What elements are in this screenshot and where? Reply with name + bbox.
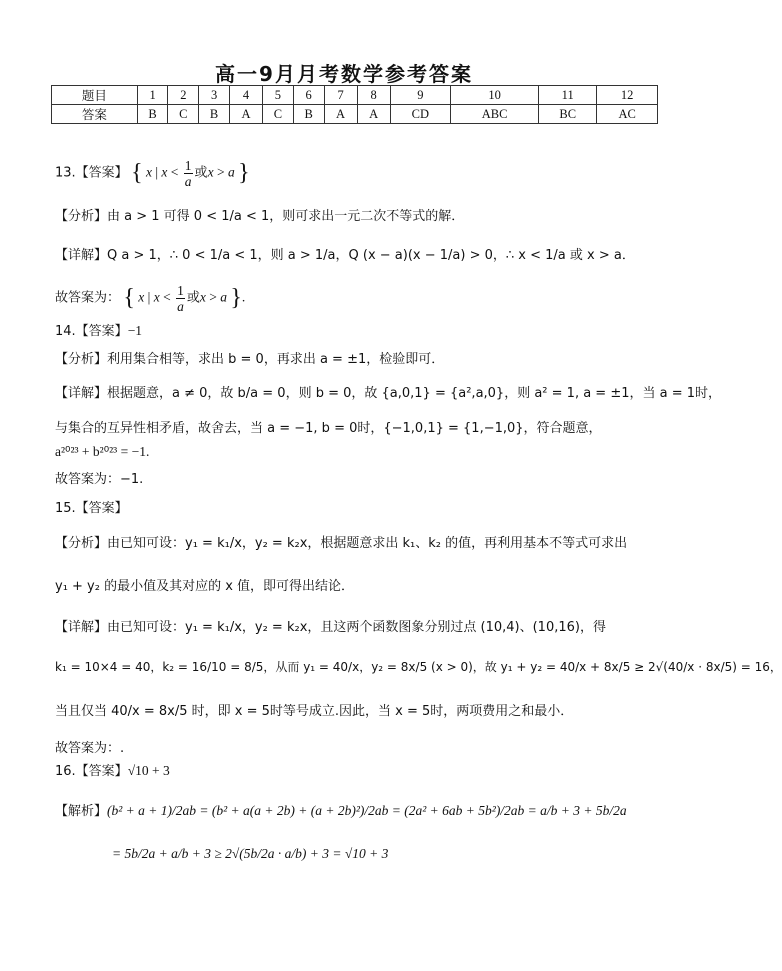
conclusion-prefix: 故答案为： <box>55 290 121 306</box>
analysis-label: 【解析】 <box>55 804 108 819</box>
table-cell: A <box>324 105 357 124</box>
q13-answer-prefix: 13.【答案】 <box>55 165 128 181</box>
q14-answer-value: −1 <box>127 323 143 338</box>
q14-detail-line1 <box>55 382 721 401</box>
table-cell: 9 <box>390 86 451 105</box>
table-cell: ABC <box>451 105 539 124</box>
q15-detail-line3: 当且仅当 40/x = 8x/5 时，即 x = 5时等号成立.因此，当 x = 5时，两项费用之和最小． <box>55 704 574 719</box>
q14-analysis-text: 利用集合相等，求出 b = 0，再求出 a = ±1，检验即可． <box>107 352 445 367</box>
q14-conclusion: 故答案为：−1. <box>55 472 144 487</box>
table-header-label: 题目 <box>52 86 138 105</box>
table-cell: BC <box>539 105 597 124</box>
q13-analysis <box>55 205 464 224</box>
table-cell: B <box>137 105 168 124</box>
detail-label: 【详解】 <box>55 248 108 263</box>
q14-analysis <box>55 348 444 367</box>
q15-conclusion: 故答案为：. <box>55 741 125 756</box>
page-title: 高一9月月考数学参考答案 <box>215 62 473 86</box>
table-cell: C <box>263 105 294 124</box>
table-cell: 6 <box>293 86 324 105</box>
q13-conclusion: 故答案为： { x | x < $\frac{1}{a}$ 或x > a }. <box>55 283 246 314</box>
q15-analysis-text1: 由已知可设：y₁ = k₁/x，y₂ = k₂x，根据题意求出 k₁、k₂ 的值，再利用基本不等式可求出 <box>107 536 628 551</box>
q16-analysis-line1 <box>55 800 627 819</box>
table-cell: A <box>229 105 262 124</box>
q16-line2: = 5b/2a + a/b + 3 ≥ 2√(5b/2a · a/b) + 3 = √10 + 3 <box>112 846 389 861</box>
analysis-label: 【分析】 <box>55 209 108 224</box>
q14-answer-prefix: 14.【答案】 <box>55 324 128 339</box>
q15-detail-line2: k₁ = 10×4 = 40，k₂ = 16/10 = 8/5，从而 y₁ = 40/x，y₂ = 8x/5 (x > 0)，故 y₁ + y₂ = 40/x + 8x/5 ≥ 2√(40/x · 8x/5) = 16， <box>55 660 782 674</box>
q15-analysis-line1 <box>55 532 627 551</box>
table-cell: 7 <box>324 86 357 105</box>
table-cell: 11 <box>539 86 597 105</box>
q13-detail <box>55 244 635 263</box>
q15-detail-text1: 由已知可设：y₁ = k₁/x，y₂ = k₂x，且这两个函数图象分别过点 (10,4)、(10,16)，得 <box>107 620 606 635</box>
answer-table <box>51 85 658 124</box>
table-cell: 1 <box>137 86 168 105</box>
analysis-label: 【分析】 <box>55 536 108 551</box>
q13-analysis-text: 由 a > 1 可得 0 < 1/a < 1，则可求出一元二次不等式的解． <box>107 209 465 224</box>
detail-label: 【详解】 <box>55 386 108 401</box>
q16-answer-prefix: 16.【答案】 <box>55 764 128 779</box>
table-cell: CD <box>390 105 451 124</box>
table-cell: A <box>357 105 390 124</box>
q16-answer-value: √10 + 3 <box>127 763 170 778</box>
table-cell: 12 <box>597 86 658 105</box>
q14-detail-text1: 根据题意，a ≠ 0，故 b/a = 0，则 b = 0，故 {a,0,1} = {a²,a,0}，则 a² = 1, a = ±1，当 a = 1时， <box>107 386 722 401</box>
table-cell: 8 <box>357 86 390 105</box>
q14-detail-line2: 与集合的互异性相矛盾，故舍去，当 a = −1, b = 0时，{−1,0,1} = {1,−1,0}，符合题意， <box>55 421 602 436</box>
table-cell: 4 <box>229 86 262 105</box>
q14-detail-line3: a²⁰²³ + b²⁰²³ = −1. <box>55 444 150 459</box>
q13-answer-line: 13.【答案】 { x | x < $\frac{1}{a}$ 或x > a } <box>55 158 250 189</box>
q16-line1: (b² + a + 1)/2ab = (b² + a(a + 2b) + (a + 2b)²)/2ab = (2a² + 6ab + 5b²)/2ab = a/b + 3 + 5b/2a <box>107 803 627 818</box>
q13-detail-text: Q a > 1，∴ 0 < 1/a < 1，则 a > 1/a，Q (x − a)(x − 1/a) > 0，∴ x < 1/a 或 x > a． <box>107 248 635 263</box>
q15-answer-line: 15.【答案】 <box>55 501 128 516</box>
q15-detail-line1 <box>55 616 606 635</box>
table-cell: AC <box>597 105 658 124</box>
q15-analysis-line2: y₁ + y₂ 的最小值及其对应的 x 值，即可得出结论． <box>55 579 355 594</box>
table-cell: B <box>293 105 324 124</box>
table-cell: B <box>199 105 230 124</box>
table-row-answers <box>52 105 658 124</box>
table-cell: 10 <box>451 86 539 105</box>
q14-answer-line <box>55 320 142 339</box>
q16-answer-line <box>55 760 170 779</box>
table-answer-label: 答案 <box>52 105 138 124</box>
table-cell: 3 <box>199 86 230 105</box>
table-cell: 5 <box>263 86 294 105</box>
detail-label: 【详解】 <box>55 620 108 635</box>
table-cell: C <box>168 105 199 124</box>
analysis-label: 【分析】 <box>55 352 108 367</box>
table-row-numbers <box>52 86 658 105</box>
table-cell: 2 <box>168 86 199 105</box>
